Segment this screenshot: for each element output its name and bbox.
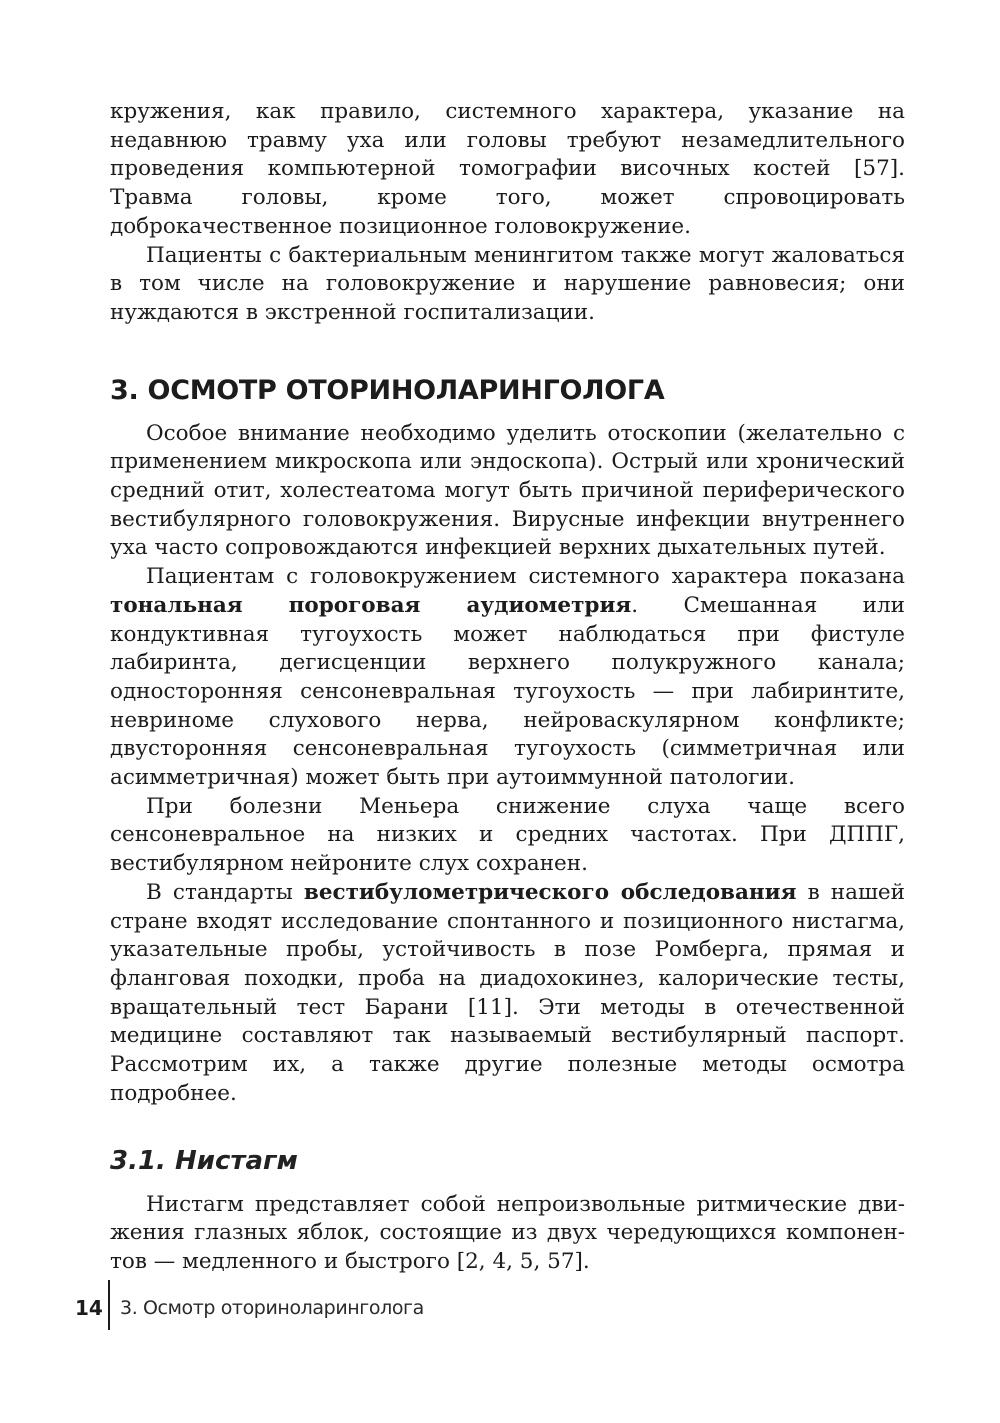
paragraph-meningitis: Пациенты с бактериальным менингитом также могут жаловаться в том числе на головокружение и нарушение равновесия; они нуждаются в экстренной госпитализации. [110,242,905,325]
paragraph-continuation: кружения, как правило, системного характера, указание на недавнюю травму уха или головы требуют незамедлительного проведения компьютерной томографии височных костей [57]. Травма головы, кроме того, может спровоцировать доброкачественное позиционное головокружение. [110,99,905,239]
page-footer [0,1294,1000,1334]
vestibulometry-text-end: в нашей стране входят исследование спонтанного и позиционного нистагма, указательные пробы, устойчивость в позе Ромберга, прямая и фланговая походки, проба на диадохокинез, калорические тесты, вращательный тест Барани [11]. Эти методы в отечественной медицине составляют так называемый вестибулярный паспорт. Рассмотрим их, а также другие полезные методы осмотра подробнее. [110,879,905,1106]
paragraph-meniere: При болезни Меньера снижение слуха чаще всего сенсоневральное на низких и средних частотах. При ДППГ, вестибулярном нейроните слух сохранен. [110,793,905,877]
paragraph-vestibulometry [110,879,905,1109]
vestibulometry-text-start: В стандарты [146,879,304,905]
subsection-heading: 3.1. Нистагм [110,1145,298,1176]
audiometry-bold-term: тональная пороговая аудиометрия [110,592,632,618]
page-number: 14 [75,1296,103,1320]
vestibulometry-bold-term: вестибулометрического обследования [303,879,797,905]
footer-divider [108,1280,110,1330]
paragraph-audiometry [110,563,905,793]
paragraph-nystagmus: Нистагм представляет собой непроизвольные ритмические движения глазных яблок, состоящие из двух чередующихся компонентов — медленного и быстрого [2, 4, 5, 57]. [110,1191,905,1274]
paragraph-otoscopy: Особое внимание необходимо уделить отоскопии (желательно с применением микроскопа или эндоскопа). Острый или хронический средний отит, холестеатома могут быть причиной периферического вестибулярного головокружения. Вирусные инфекции внутреннего уха часто сопровождаются инфекцией верхних дыхательных путей. [110,420,905,561]
section-heading: 3. ОСМОТР ОТОРИНОЛАРИНГОЛОГА [110,374,665,406]
audiometry-text-start: Пациентам с головокружением системного характера показана [146,564,905,590]
running-head: 3. Осмотр оториноларинголога [120,1297,424,1319]
page-body [110,98,905,1277]
audiometry-text-end: . Смешанная или кондуктивная тугоухость может наблюдаться при фистуле лабиринта, дегисценции верхнего полукружного канала; односторонняя сенсоневральная тугоухость — при лабиринтите, невриноме слухового нерва, нейроваскулярном конфликте; двусторонняя сенсоневральная тугоухость (симметричная или асимметричная) может быть при аутоиммунной патологии. [110,592,905,791]
